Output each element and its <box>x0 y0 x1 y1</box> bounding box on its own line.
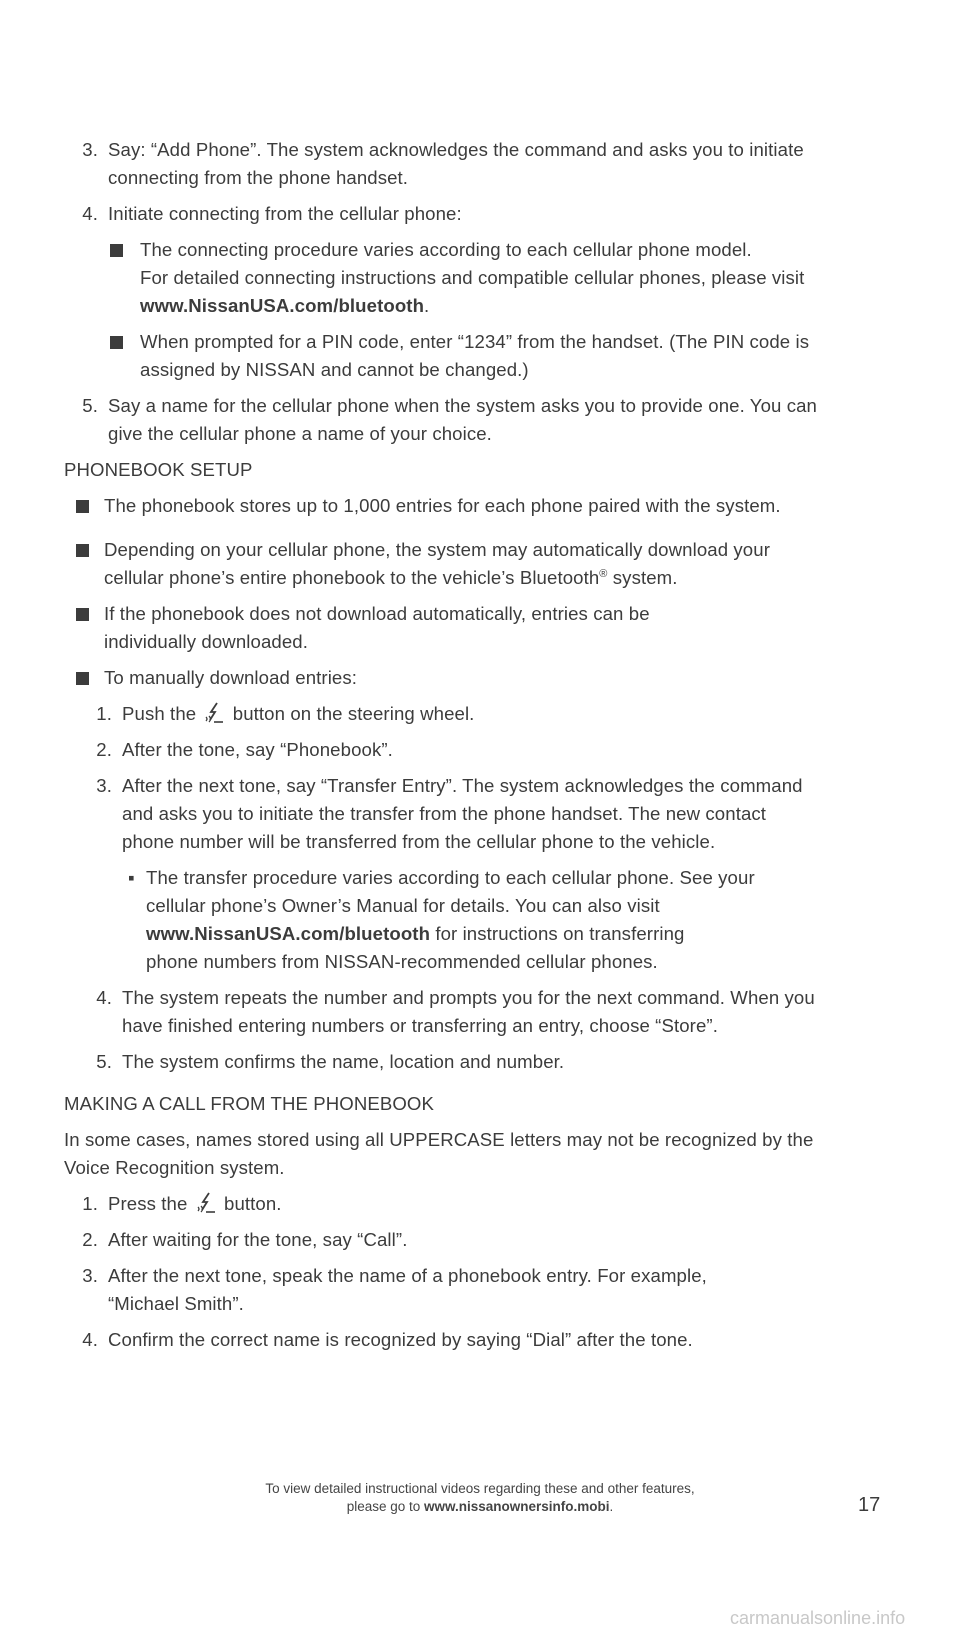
step-number: 1. <box>96 703 112 724</box>
step-text: Push the <box>122 703 197 724</box>
bullet-text: When prompted for a PIN code, enter “1234” from the handset. (The PIN code is <box>140 331 810 352</box>
square-bullet-icon <box>76 608 89 621</box>
step-number: 2. <box>96 739 112 760</box>
step-text-line <box>122 700 474 728</box>
punctuation: . <box>424 295 430 316</box>
watermark: carmanualsonline.info <box>730 1608 906 1628</box>
bullet-text: To manually download entries: <box>104 667 358 688</box>
bullet-text: If the phonebook does not download automatically, entries can be <box>104 603 650 624</box>
step-text: The system repeats the number and prompts you for the next command. When you <box>122 987 815 1008</box>
registered-mark: ® <box>599 567 608 580</box>
step-text: phone number will be transferred from the cellular phone to the vehicle. <box>122 831 716 852</box>
small-bullet-icon: ▪ <box>128 867 135 888</box>
paragraph-text: In some cases, names stored using all UPPERCASE letters may not be recognized by the <box>64 1129 814 1150</box>
step-number: 5. <box>96 1051 112 1072</box>
step-text: Say: “Add Phone”. The system acknowledges the command and asks you to initiate <box>108 139 804 160</box>
bullet-text: individually downloaded. <box>104 631 308 652</box>
square-bullet-icon <box>110 336 123 349</box>
step-text: and asks you to initiate the transfer from the phone handset. The new contact <box>122 803 767 824</box>
step-number: 3. <box>96 775 112 796</box>
square-bullet-icon <box>110 244 123 257</box>
bullet-text: system. <box>607 567 678 588</box>
step-text: button. <box>224 1193 282 1214</box>
sub-bullet-text: phone numbers from NISSAN-recommended cellular phones. <box>146 951 658 972</box>
step-text: After waiting for the tone, say “Call”. <box>108 1229 408 1250</box>
step-text: give the cellular phone a name of your choice. <box>108 423 492 444</box>
sub-bullet-text: The transfer procedure varies according to each cellular phone. See your <box>146 867 755 888</box>
step-number: 5. <box>82 395 98 416</box>
bullet-text: Depending on your cellular phone, the system may automatically download your <box>104 539 770 560</box>
square-bullet-icon <box>76 672 89 685</box>
voice-talk-icon <box>203 702 225 724</box>
step-number: 3. <box>82 139 98 160</box>
step-text: After the tone, say “Phonebook”. <box>122 739 393 760</box>
sub-bullet-text-line <box>146 920 684 948</box>
step-text: connecting from the phone handset. <box>108 167 409 188</box>
step-number: 2. <box>82 1229 98 1250</box>
sub-bullet-text: cellular phone’s Owner’s Manual for details. You can also visit <box>146 895 660 916</box>
step-text: “Michael Smith”. <box>108 1293 244 1314</box>
square-bullet-icon <box>76 544 89 557</box>
bullet-text-line <box>104 564 678 592</box>
step-number: 3. <box>82 1265 98 1286</box>
step-text: The system confirms the name, location and number. <box>122 1051 565 1072</box>
step-text: Initiate connecting from the cellular phone: <box>108 203 462 224</box>
step-text: Press the <box>108 1193 188 1214</box>
paragraph-text: Voice Recognition system. <box>64 1157 285 1178</box>
step-text-line <box>108 1190 282 1218</box>
step-text: Confirm the correct name is recognized by saying “Dial” after the tone. <box>108 1329 693 1350</box>
bluetooth-link[interactable]: www.NissanUSA.com/bluetooth <box>146 923 431 944</box>
bullet-text: assigned by NISSAN and cannot be changed.) <box>140 359 529 380</box>
bullet-text: For detailed connecting instructions and compatible cellular phones, please visit <box>140 267 805 288</box>
step-text: have finished entering numbers or transferring an entry, choose “Store”. <box>122 1015 718 1036</box>
bullet-text: cellular phone’s entire phonebook to the vehicle’s Bluetooth <box>104 567 600 588</box>
bullet-text: The connecting procedure varies according to each cellular phone model. <box>140 239 752 260</box>
step-number: 1. <box>82 1193 98 1214</box>
owners-info-link[interactable]: www.nissanownersinfo.mobi <box>424 1499 610 1514</box>
bullet-text-line <box>140 292 429 320</box>
step-text: After the next tone, say “Transfer Entry”. The system acknowledges the command <box>122 775 803 796</box>
step-text: button on the steering wheel. <box>232 703 475 724</box>
step-number: 4. <box>82 203 98 224</box>
footer-text: To view detailed instructional videos regarding these and other features, <box>265 1481 695 1496</box>
step-number: 4. <box>96 987 112 1008</box>
page-number: 17 <box>858 1494 881 1516</box>
punctuation: . <box>609 1499 614 1514</box>
bluetooth-link[interactable]: www.NissanUSA.com/bluetooth <box>140 295 425 316</box>
footer-text: please go to <box>346 1499 424 1514</box>
footer-text-line <box>0 1498 960 1516</box>
section-heading: MAKING A CALL FROM THE PHONEBOOK <box>64 1093 434 1114</box>
section-heading: PHONEBOOK SETUP <box>64 459 253 480</box>
sub-bullet-text: for instructions on transferring <box>430 923 685 944</box>
bullet-text: The phonebook stores up to 1,000 entries for each phone paired with the system. <box>104 495 781 516</box>
square-bullet-icon <box>76 500 89 513</box>
step-number: 4. <box>82 1329 98 1350</box>
voice-talk-icon <box>195 1192 217 1214</box>
step-text: Say a name for the cellular phone when the system asks you to provide one. You can <box>108 395 817 416</box>
step-text: After the next tone, speak the name of a phonebook entry. For example, <box>108 1265 707 1286</box>
